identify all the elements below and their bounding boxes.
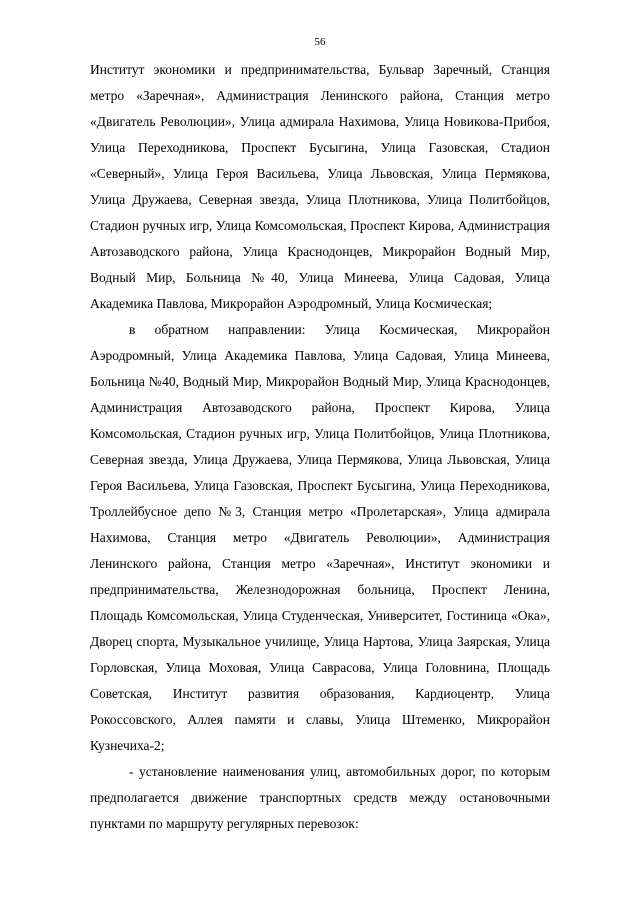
paragraph-streets-list-item: - установление наименования улиц, автомобильных дорог, по которым предполагается движение транспортных средств между остановочными пунктами по маршруту регулярных перевозок: — [90, 764, 550, 831]
paragraph-route-forward-continued: Институт экономики и предпринимательства, Бульвар Заречный, Станция метро «Заречная», Администрация Ленинского района, Станция метро «Двигатель Революции», Улица адмирала Нахимова, Улица Новикова-Прибоя, Улица Переходникова, Проспект Бусыгина, Улица Газовская, Стадион «Северный», Улица Героя Васильева, Улица Львовская, Улица Пермякова, Улица Дружаева, Северная звезда, Улица Плотникова, Улица Политбойцов, Стадион ручных игр, Улица Комсомольская, Проспект Кирова, Администрация Автозаводского района, Улица Краснодонцев, Микрорайон Водный Мир, Водный Мир, Больница №40, Улица Минеева, Улица Садовая, Улица Академика Павлова, Микрорайон Аэродромный, Улица Космическая; — [90, 62, 550, 311]
paragraph-route-reverse: в обратном направлении: Улица Космическая, Микрорайон Аэродромный, Улица Академика Павлова, Улица Садовая, Улица Минеева, Больница №40, Водный Мир, Микрорайон Водный Мир, Улица Краснодонцев, Администрация Автозаводского района, Проспект Кирова, Улица Комсомольская, Стадион ручных игр, Улица Политбойцов, Улица Плотникова, Северная звезда, Улица Дружаева, Улица Пермякова, Улица Львовская, Улица Героя Васильева, Улица Газовская, Проспект Бусыгина, Улица Переходникова, Троллейбусное депо №3, Станция метро «Пролетарская», Улица адмирала Нахимова, Станция метро «Двигатель Революции», Администрация Ленинского района, Станция метро «Заречная», Институт экономики и предпринимательства, Железнодорожная больница, Проспект Ленина, Площадь Комсомольская, Улица Студенческая, Университет, Гостиница «Ока», Дворец спорта, Музыкальное училище, Улица Нартова, Улица Заярская, Улица Горловская, Улица Моховая, Улица Саврасова, Улица Головнина, Площадь Советская, Институт развития образования, Кардиоцентр, Улица Рокоссовского, Аллея памяти и славы, Улица Штеменко, Микрорайон Кузнечиха-2; — [90, 322, 550, 753]
document-body — [90, 57, 550, 837]
page-number: 56 — [314, 36, 326, 48]
